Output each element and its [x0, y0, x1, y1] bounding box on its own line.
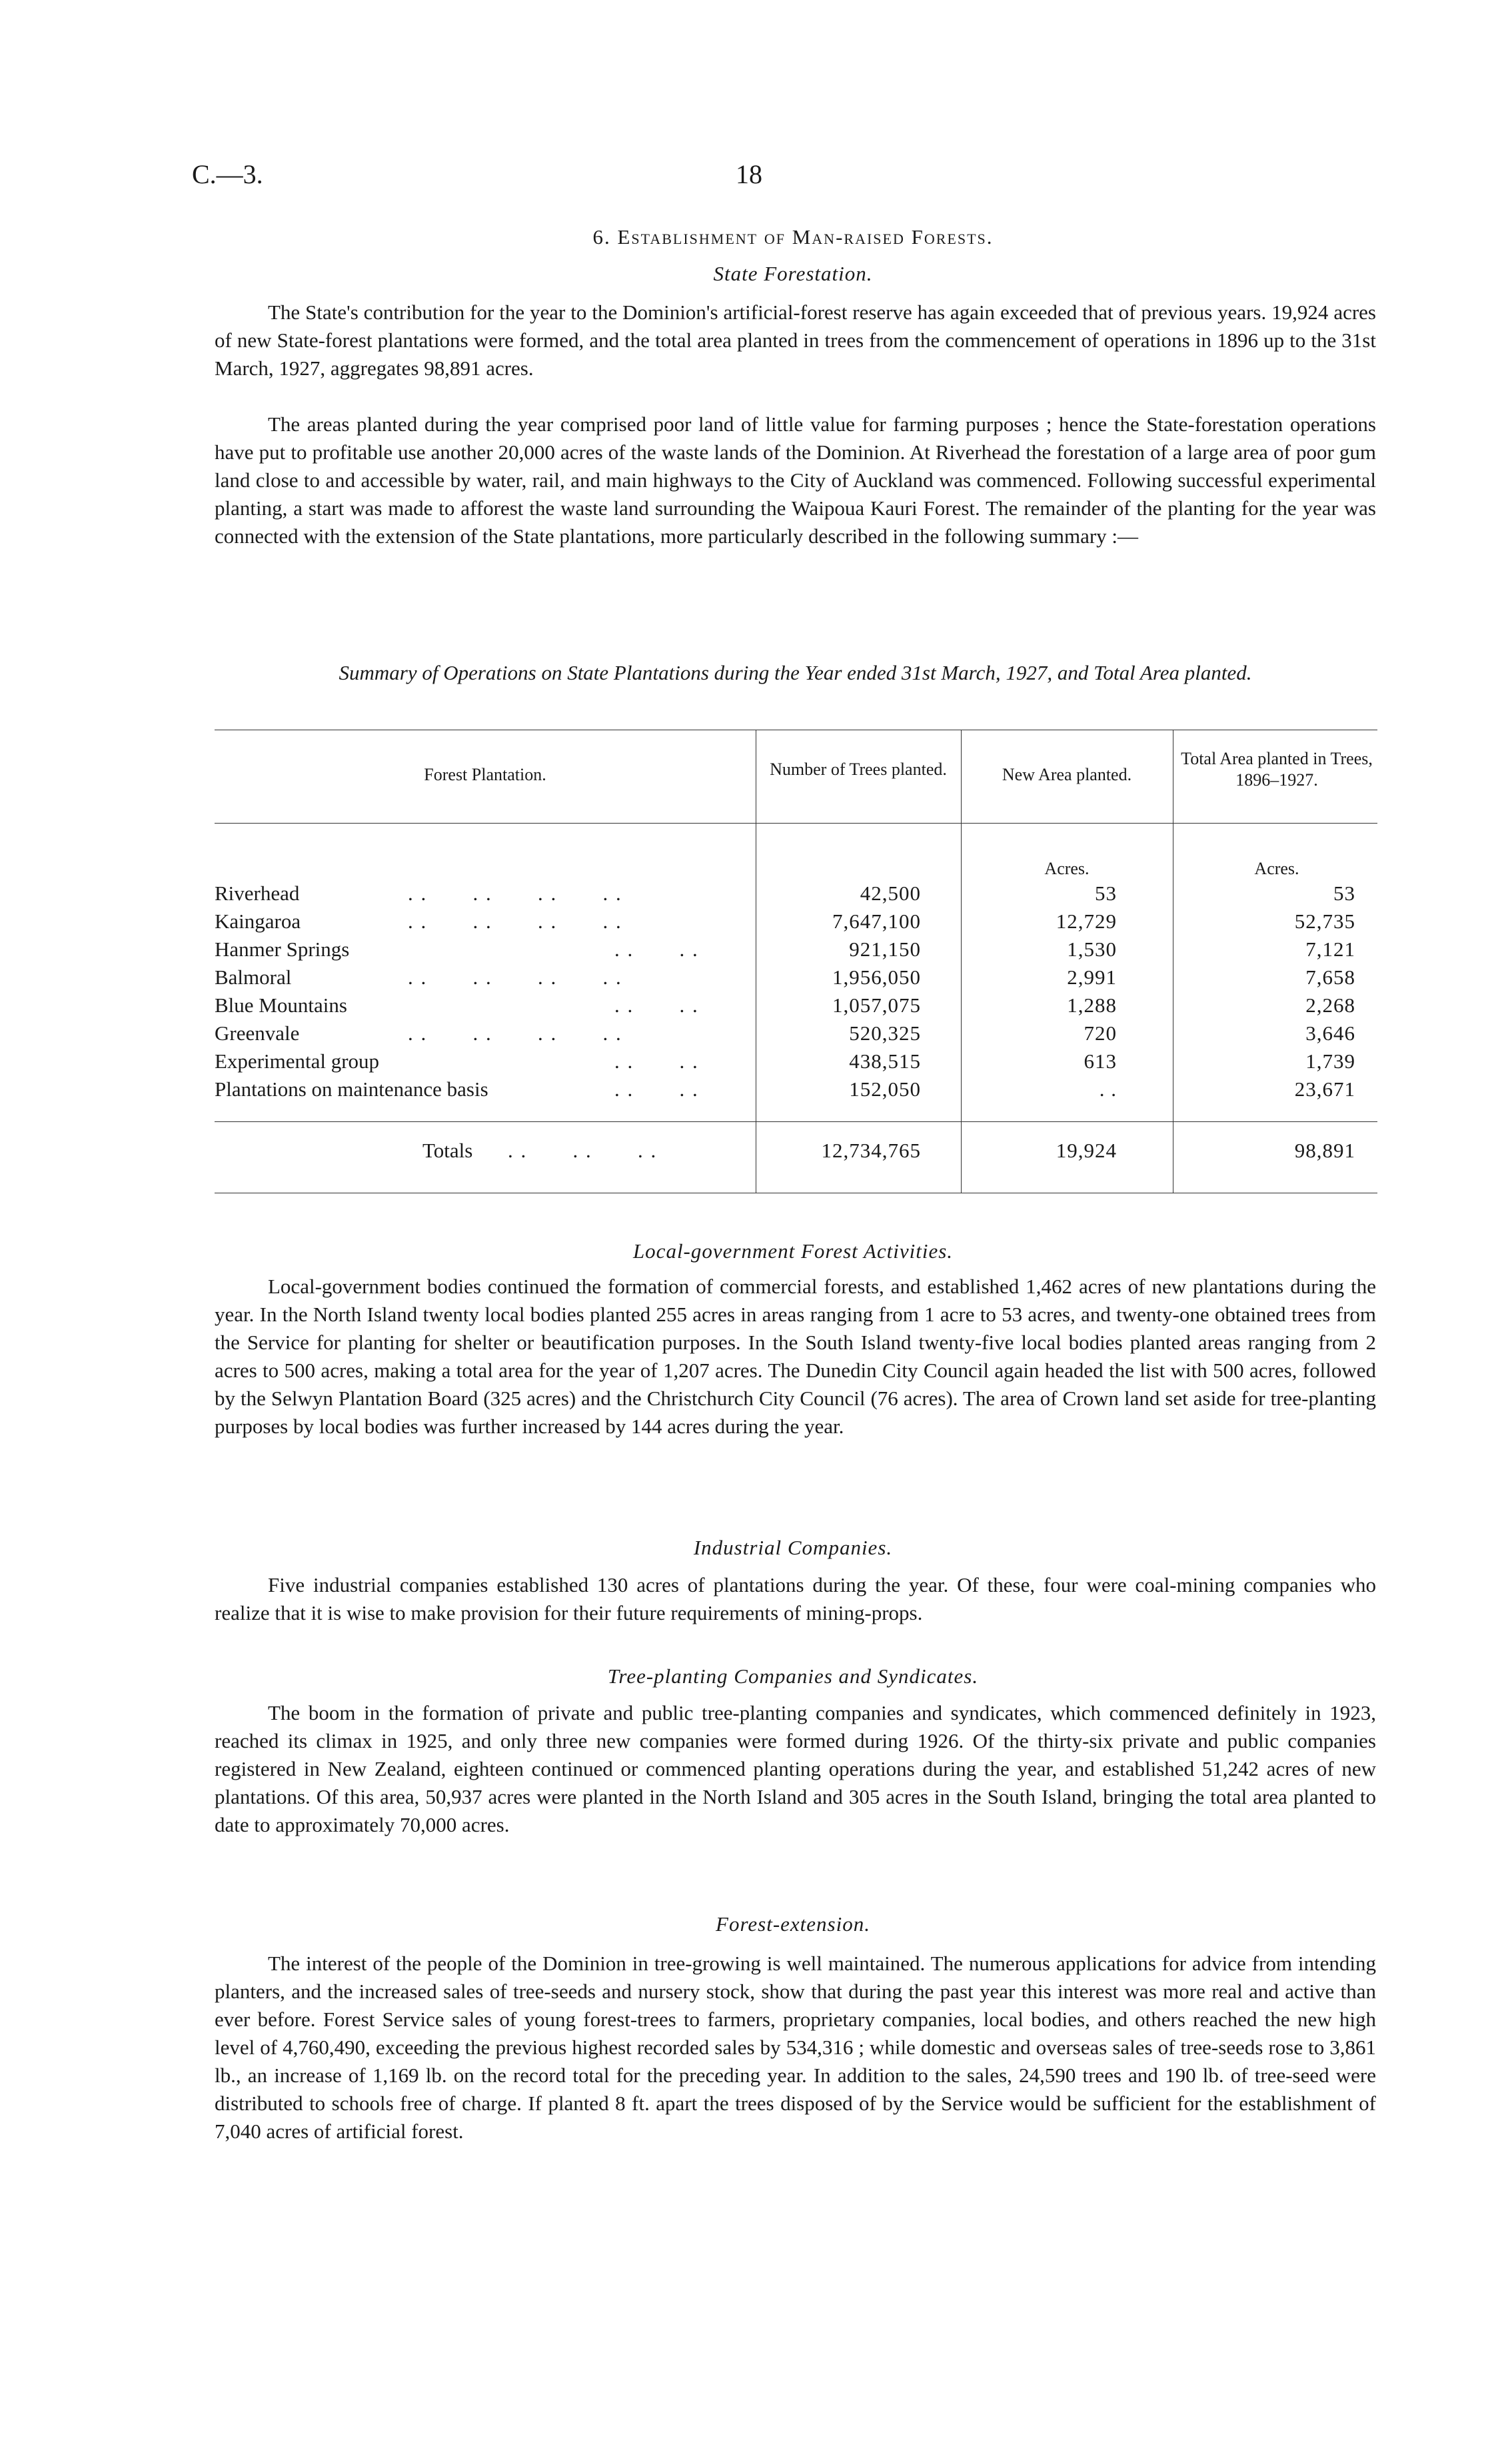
summary-table — [215, 730, 1377, 1196]
cell-new-area: 53 — [1095, 882, 1117, 905]
cell-total-area: 1,739 — [1305, 1049, 1355, 1073]
cell-trees: 438,515 — [849, 1049, 921, 1073]
table-row — [215, 1077, 1377, 1105]
leader-dots: . . . . . . — [508, 1139, 658, 1162]
cell-trees: 7,647,100 — [832, 910, 921, 933]
subtitle-tree-planting: Tree-planting Companies and Syndicates. — [607, 1664, 979, 1688]
leader-dots: . . . . . . . . — [408, 965, 622, 989]
totals-new-area: 19,924 — [1056, 1139, 1117, 1162]
table-row — [215, 1049, 1377, 1077]
header-number-of-trees: Number of Trees planted. — [770, 760, 947, 779]
subtitle-state-forestation: State Forestation. — [713, 262, 873, 285]
cell-total-area: 23,671 — [1294, 1077, 1355, 1101]
totals-trees: 12,734,765 — [821, 1139, 921, 1162]
unit-new-area: Acres. — [1044, 859, 1090, 878]
cell-total-area: 52,735 — [1294, 910, 1355, 933]
page-number: 18 — [736, 159, 762, 189]
totals-total-area: 98,891 — [1294, 1139, 1355, 1162]
table-row — [215, 882, 1377, 910]
paragraph-industrial: Five industrial companies established 130 acres of plantations during the year. Of these, four were coal-mining companies who realize that it is wise to make provision for their future requirements of mining-props. — [215, 1573, 1376, 1624]
cell-new-area: 2,991 — [1067, 965, 1117, 989]
leader-dots: . . . . — [614, 993, 699, 1017]
paragraph-tree-planting: The boom in the formation of private and public tree-planting companies and syndicates, which commenced definitely in 1923, reached its climax in 1925, and only three new companies were formed during 1926. Of the thirty-six private and public companies registered in New Zealand, eighteen continued or commenced planting operations during the year, and established 51,242 acres of new plantations. Of this area, 50,937 acres were planted in the North Island and 305 acres in the South Island, bringing the total area planted to date to approximately 70,000 acres. — [215, 1701, 1376, 1836]
cell-total-area: 3,646 — [1305, 1021, 1355, 1045]
row-name: Kaingaroa — [215, 910, 301, 933]
cell-trees: 921,150 — [849, 937, 921, 961]
cell-total-area: 7,121 — [1305, 937, 1355, 961]
row-name: Riverhead — [215, 882, 300, 905]
table-row — [215, 965, 1377, 993]
cell-total-area: 2,268 — [1305, 993, 1355, 1017]
subtitle-forest-extension: Forest-extension. — [716, 1912, 870, 1936]
row-name: Hanmer Springs — [215, 937, 350, 961]
paragraph-state-1: The State's contribution for the year to the Dominion's artificial-forest reserve has again exceeded that of previous years. 19,924 acres of new State-forest plantations were formed, and the total area planted in trees from the commencement of operations in 1896 up to the 31st March, 1927, aggregates 98,891 acres. — [215, 301, 1376, 380]
header-total-area: Total Area planted in Trees, 1896–1927. — [1181, 749, 1373, 790]
cell-trees: 1,956,050 — [832, 965, 921, 989]
table-rule-totals — [215, 1121, 1377, 1122]
table-rule-header — [215, 823, 1377, 824]
unit-total-area: Acres. — [1254, 859, 1299, 878]
leader-dots: . . . . . . . . — [408, 910, 622, 933]
cell-new-area: 1,288 — [1067, 993, 1117, 1017]
table-row — [215, 993, 1377, 1021]
report-code: C.—3. — [192, 159, 263, 189]
cell-new-area: 613 — [1084, 1049, 1117, 1073]
cell-new-area: 1,530 — [1067, 937, 1117, 961]
leader-dots: . . . . . . . . — [408, 882, 622, 905]
table-row — [215, 910, 1377, 937]
row-name: Balmoral — [215, 965, 292, 989]
table-row — [215, 937, 1377, 965]
cell-trees: 1,057,075 — [832, 993, 921, 1017]
cell-new-area: . . — [1099, 1077, 1117, 1101]
row-name: Plantations on maintenance basis — [215, 1077, 488, 1101]
cell-new-area: 720 — [1084, 1021, 1117, 1045]
cell-new-area: 12,729 — [1056, 910, 1117, 933]
leader-dots: . . . . — [614, 1077, 699, 1101]
row-name: Experimental group — [215, 1049, 380, 1073]
header-forest-plantation: Forest Plantation. — [424, 765, 546, 784]
row-name: Greenvale — [215, 1021, 300, 1045]
cell-trees: 42,500 — [860, 882, 921, 905]
paragraph-state-2: The areas planted during the year comprised poor land of little value for farming purposes ; hence the State-forestation operations have put to profitable use another 20,000 acres of the waste lands of the Dominion. At Riverhead the forestation of a large area of poor gum land close to and accessible by water, rail, and main highways to the City of Auckland was commenced. Following successful experimental planting, a start was made to afforest the waste land surrounding the Waipoua Kauri Forest. The remainder of the planting for the year was connected with the extension of the State plantations, more particularly described in the following summary :— — [215, 412, 1376, 548]
paragraph-local-government: Local-government bodies continued the formation of commercial forests, and established 1,462 acres of new plantations during the year. In the North Island twenty local bodies planted 255 acres in areas ranging from 1 acre to 53 acres, and twenty-one obtained trees from the Service for planting for shelter or beautification purposes. In the South Island twenty-five local bodies planted areas ranging from 2 acres to 500 acres, making a total area for the year of 1,207 acres. The Dunedin City Council again headed the list with 500 acres, followed by the Selwyn Plantation Board (325 acres) and the Christchurch City Council (76 acres). The area of Crown land set aside for tree-planting purposes by local bodies was further increased by 144 acres during the year. — [215, 1275, 1376, 1438]
cell-total-area: 7,658 — [1305, 965, 1355, 989]
header-new-area: New Area planted. — [1002, 765, 1132, 784]
table-totals-row — [215, 1139, 1377, 1167]
totals-label: Totals — [422, 1139, 473, 1162]
table-row — [215, 1021, 1377, 1049]
subtitle-industrial: Industrial Companies. — [693, 1536, 893, 1559]
row-name: Blue Mountains — [215, 993, 347, 1017]
cell-trees: 520,325 — [849, 1021, 921, 1045]
leader-dots: . . . . — [614, 937, 699, 961]
section-title: 6. Establishment of Man-raised Forests. — [592, 225, 994, 249]
paragraph-forest-extension: The interest of the people of the Dominion in tree-growing is well maintained. The numerous applications for advice from intending planters, and the increased sales of tree-seeds and nursery stock, show that during the past year this interest was more real and active than ever before. Forest Service sales of young forest-trees to farmers, proprietary companies, local bodies, and others reached the new high level of 4,760,490, exceeding the previous highest recorded sales by 534,316 ; while domestic and overseas sales of tree-seeds rose to 3,861 lb., an increase of 1,169 lb. on the record total for the preceding year. In addition to the sales, 24,590 trees and 190 lb. of tree-seed were distributed to schools free of charge. If planted 8 ft. apart the trees disposed of by the Service would be sufficient for the establishment of 7,040 acres of artificial forest. — [215, 1952, 1376, 2143]
table-caption: Summary of Operations on State Plantations during the Year ended 31st March, 1927, and Total Area planted. — [339, 661, 1252, 684]
cell-total-area: 53 — [1333, 882, 1355, 905]
leader-dots: . . . . — [614, 1049, 699, 1073]
leader-dots: . . . . . . . . — [408, 1021, 622, 1045]
subtitle-local-government: Local-government Forest Activities. — [632, 1239, 954, 1263]
cell-trees: 152,050 — [849, 1077, 921, 1101]
